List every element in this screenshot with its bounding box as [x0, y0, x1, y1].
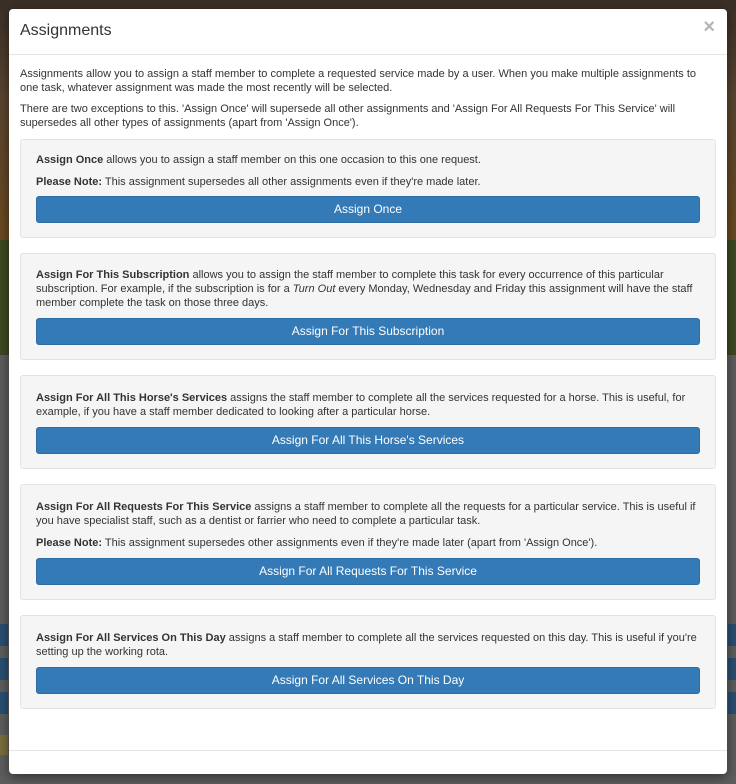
assign-horse-button[interactable]: Assign For All This Horse's Services: [36, 427, 700, 454]
close-icon[interactable]: ×: [703, 16, 715, 38]
assign-horse-panel: [20, 375, 716, 469]
note-label: Please Note:: [36, 537, 103, 549]
assign-subscription-description: Assign For This Subscription allows you to assign the staff member to complete this task for every occurrence of this particular subscription. For example, if the subscription is for a Turn Out every Monday, Wednesday and Friday this assignment will have the staff member complete the task on those three days.: [36, 269, 693, 309]
assign-service-panel: [20, 484, 716, 600]
assignments-modal: [9, 9, 727, 774]
modal-title: Assignments: [20, 22, 112, 39]
assign-service-title: Assign For All Requests For This Service: [36, 501, 252, 513]
assign-service-note: Please Note: This assignment supersedes other assignments even if they're made later (apart from 'Assign Once').: [36, 537, 598, 549]
assign-subscription-title: Assign For This Subscription: [36, 269, 190, 281]
exceptions-paragraph: There are two exceptions to this. 'Assign Once' will supersede all other assignments and 'Assign For All Requests For This Service' will supersedes all other types of assignments (apart from 'Assign Once').: [20, 103, 676, 129]
assign-once-note: Please Note: This assignment supersedes all other assignments even if they're made later.: [36, 176, 481, 188]
modal-body: [20, 67, 716, 724]
assign-service-description: Assign For All Requests For This Service assigns a staff member to complete all the requests for a particular service. This is useful if you have specialist staff, such as a dentist or farrier who need to complete a particular task.: [36, 501, 696, 527]
modal-header: [9, 9, 727, 55]
assign-horse-description: Assign For All This Horse's Services assigns the staff member to complete all the services requested for a horse. This is useful, for example, if you have a staff member dedicated to looking after a particular horse.: [36, 392, 686, 418]
assign-day-description: Assign For All Services On This Day assigns a staff member to complete all the services requested on this day. This is useful if you're setting up the working rota.: [36, 632, 697, 658]
intro-paragraph: Assignments allow you to assign a staff member to complete a requested service made by a user. When you make multiple assignments to one task, whatever assignment was made the most recently will be selected.: [20, 68, 697, 94]
assign-once-button[interactable]: Assign Once: [36, 196, 700, 223]
background-strip: [728, 692, 736, 714]
assign-subscription-button[interactable]: Assign For This Subscription: [36, 318, 700, 345]
background-strip: [0, 692, 8, 714]
background-strip: [0, 735, 8, 755]
assign-once-panel: [20, 139, 716, 238]
background-strip: [0, 624, 8, 646]
assign-day-panel: [20, 615, 716, 709]
assign-once-description: Assign Once allows you to assign a staff member on this one occasion to this one request.: [36, 154, 481, 166]
background-strip: [728, 658, 736, 680]
assign-subscription-panel: [20, 253, 716, 360]
assign-horse-title: Assign For All This Horse's Services: [36, 392, 228, 404]
modal-footer: [9, 750, 727, 774]
assign-once-title: Assign Once: [36, 154, 104, 166]
assign-day-button[interactable]: Assign For All Services On This Day: [36, 667, 700, 694]
assign-day-title: Assign For All Services On This Day: [36, 632, 226, 644]
note-label: Please Note:: [36, 176, 103, 188]
assign-service-button[interactable]: Assign For All Requests For This Service: [36, 558, 700, 585]
background-strip: [0, 658, 8, 680]
background-strip: [728, 624, 736, 646]
